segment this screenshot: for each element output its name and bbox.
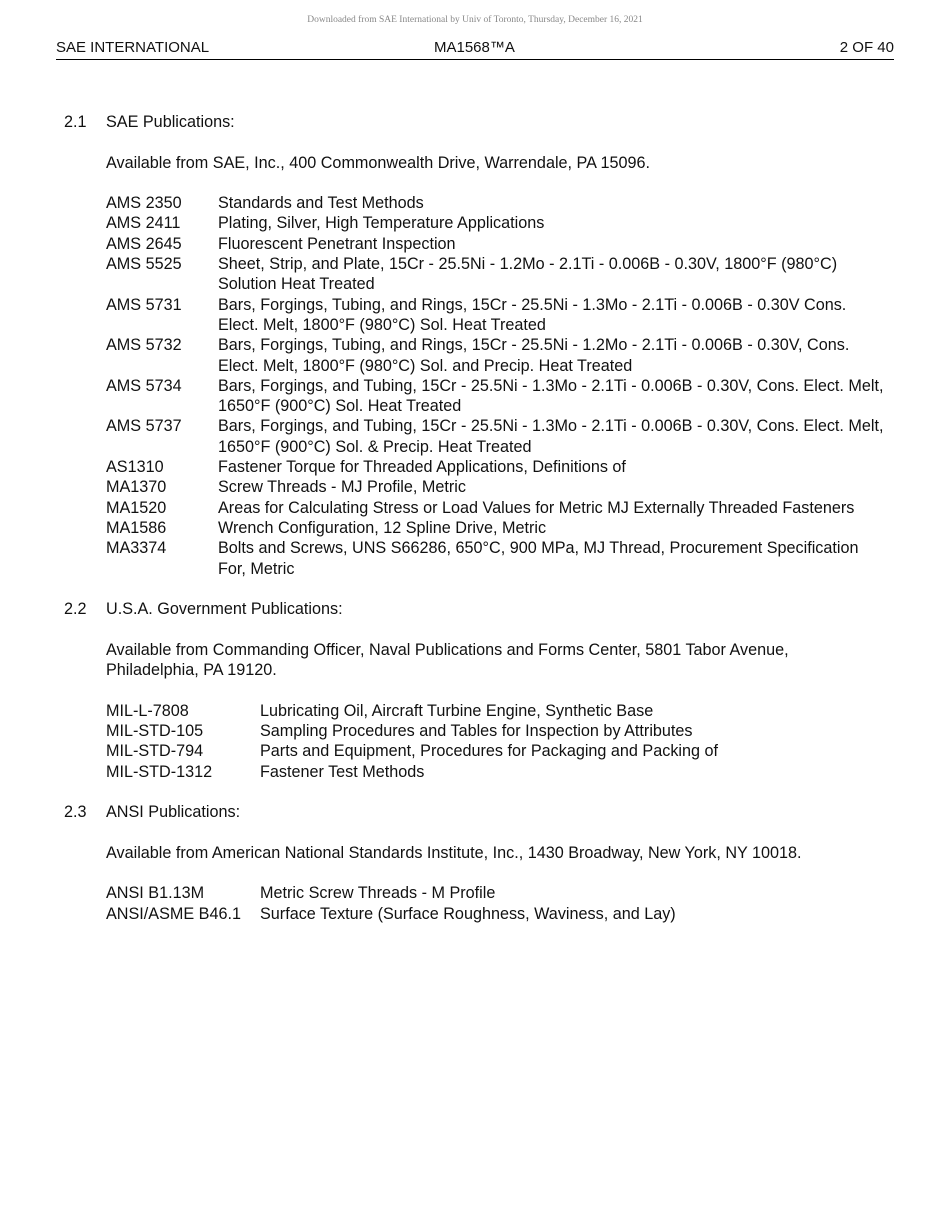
reference-code: AMS 5732 (106, 336, 182, 355)
reference-title: Parts and Equipment, Procedures for Packaging and Packing of (260, 742, 719, 761)
reference-title: Bars, Forgings, Tubing, and Rings, 15Cr - 25.5Ni - 1.2Mo - 2.1Ti - 0.006B - 0.30V, Cons. Elect. Melt, 1800°F (980°C) Sol. and Precip. Heat Treated (218, 336, 850, 375)
reference-title: Fastener Torque for Threaded Applications, Definitions of (218, 458, 626, 477)
download-watermark: Downloaded from SAE International by Univ of Toronto, Thursday, December 16, 2021 (307, 15, 643, 25)
reference-title: Lubricating Oil, Aircraft Turbine Engine, Synthetic Base (260, 701, 654, 720)
reference-row (106, 335, 884, 376)
reference-row (106, 701, 884, 721)
reference-code: AMS 2350 (106, 194, 182, 213)
reference-code: AMS 5525 (106, 255, 182, 274)
reference-row (106, 518, 884, 538)
reference-title: Surface Texture (Surface Roughness, Waviness, and Lay) (260, 904, 676, 923)
reference-title: Screw Threads - MJ Profile, Metric (218, 478, 466, 497)
reference-code: MA1520 (106, 498, 167, 517)
reference-code: MA3374 (106, 539, 167, 558)
reference-code: MIL-STD-1312 (106, 762, 213, 781)
reference-code: MA1586 (106, 518, 167, 537)
availability-text: Available from SAE, Inc., 400 Commonwealth Drive, Warrendale, PA 15096. (106, 153, 651, 172)
reference-title: Fastener Test Methods (260, 762, 425, 781)
document-body (64, 112, 884, 944)
reference-title: Wrench Configuration, 12 Spline Drive, Metric (218, 518, 547, 537)
reference-code: ANSI B1.13M (106, 884, 205, 903)
reference-row (106, 721, 884, 741)
section-heading (64, 112, 884, 132)
header-doc-id: MA1568™A (434, 39, 515, 56)
reference-title: Metric Screw Threads - M Profile (260, 884, 496, 903)
reference-row (106, 295, 884, 336)
reference-row (106, 254, 884, 295)
section-heading (64, 802, 884, 822)
page-header (56, 39, 894, 60)
reference-code: AMS 2411 (106, 214, 181, 233)
reference-list (106, 883, 884, 924)
reference-code: MA1370 (106, 478, 167, 497)
section-number: 2.2 (64, 600, 87, 619)
section-ansi-publications (64, 802, 884, 924)
section-title: U.S.A. Government Publications: (106, 600, 343, 619)
reference-title: Sheet, Strip, and Plate, 15Cr - 25.5Ni - 1.2Mo - 2.1Ti - 0.006B - 0.30V, 1800°F (980°C) Solution Heat Treated (218, 255, 838, 294)
reference-code: AMS 2645 (106, 234, 182, 253)
section-title: ANSI Publications: (106, 803, 241, 822)
header-page-number: 2 OF 40 (839, 39, 894, 56)
reference-code: AS1310 (106, 458, 164, 477)
reference-row (106, 376, 884, 417)
reference-row (106, 762, 884, 782)
reference-row (106, 193, 884, 213)
reference-row (106, 538, 884, 579)
reference-list (106, 193, 884, 579)
reference-row (106, 416, 884, 457)
reference-row (106, 457, 884, 477)
reference-title: Standards and Test Methods (218, 194, 424, 213)
reference-code: AMS 5734 (106, 376, 182, 395)
reference-row (106, 498, 884, 518)
reference-title: Areas for Calculating Stress or Load Values for Metric MJ Externally Threaded Fasteners (218, 498, 855, 517)
section-sae-publications (64, 112, 884, 579)
reference-code: MIL-L-7808 (106, 701, 189, 720)
reference-title: Bolts and Screws, UNS S66286, 650°C, 900 MPa, MJ Thread, Procurement Specification For, Metric (218, 539, 859, 578)
reference-code: MIL-STD-105 (106, 721, 204, 740)
section-government-publications (64, 599, 884, 782)
reference-row (106, 477, 884, 497)
reference-row (106, 234, 884, 254)
section-heading (64, 599, 884, 619)
reference-row (106, 883, 884, 903)
reference-title: Bars, Forgings, and Tubing, 15Cr - 25.5Ni - 1.3Mo - 2.1Ti - 0.006B - 0.30V, Cons. Elect. Melt, 1650°F (900°C) Sol. Heat Treated (218, 376, 884, 416)
reference-title: Bars, Forgings, Tubing, and Rings, 15Cr - 25.5Ni - 1.3Mo - 2.1Ti - 0.006B - 0.30V Cons. Elect. Melt, 1800°F (980°C) Sol. Heat Treated (218, 295, 847, 334)
reference-code: MIL-STD-794 (106, 742, 204, 761)
reference-list (106, 701, 884, 782)
section-number: 2.3 (64, 803, 87, 822)
availability-text: Available from American National Standards Institute, Inc., 1430 Broadway, New York, NY 10018. (106, 843, 802, 862)
reference-row (106, 741, 884, 761)
reference-title: Plating, Silver, High Temperature Applications (218, 214, 545, 233)
section-number: 2.1 (64, 113, 87, 131)
reference-title: Bars, Forgings, and Tubing, 15Cr - 25.5Ni - 1.3Mo - 2.1Ti - 0.006B - 0.30V, Cons. Elect. Melt, 1650°F (900°C) Sol. & Precip. Heat Treated (218, 417, 884, 456)
section-title: SAE Publications: (106, 113, 235, 131)
header-publisher: SAE INTERNATIONAL (56, 39, 210, 56)
reference-row (106, 213, 884, 233)
reference-title: Sampling Procedures and Tables for Inspection by Attributes (260, 721, 693, 740)
reference-code: AMS 5737 (106, 417, 182, 436)
reference-title: Fluorescent Penetrant Inspection (218, 234, 456, 253)
reference-row (106, 904, 884, 924)
reference-code: ANSI/ASME B46.1 (106, 904, 241, 923)
availability-text: Available from Commanding Officer, Naval Publications and Forms Center, 5801 Tabor Avenue, Philadelphia, PA 19120. (106, 640, 789, 680)
reference-code: AMS 5731 (106, 295, 182, 314)
